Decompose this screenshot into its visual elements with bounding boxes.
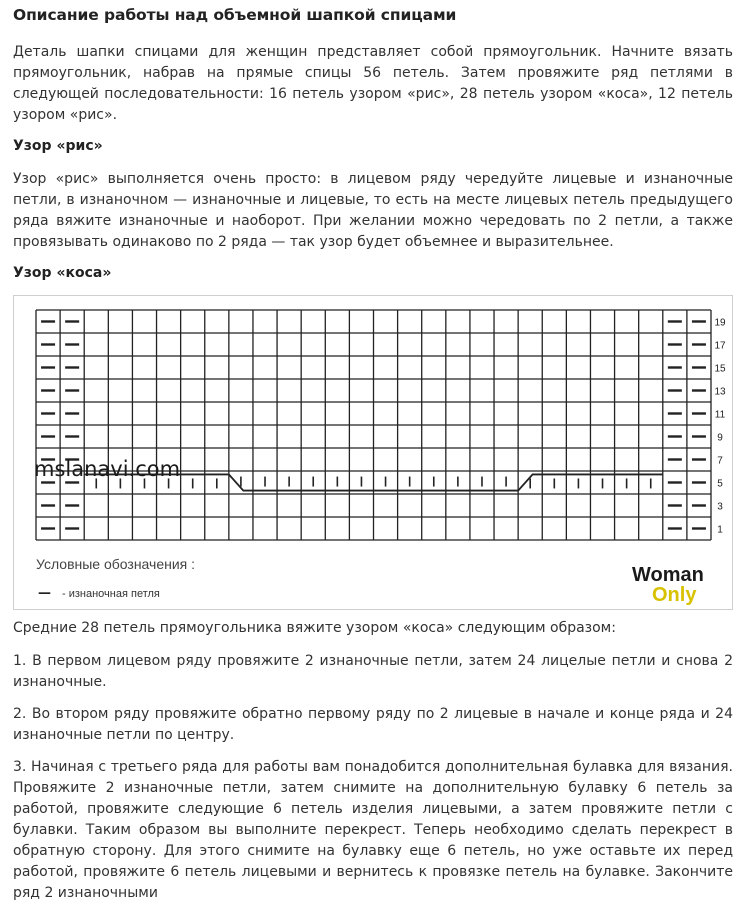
- row-label: 3: [717, 501, 723, 513]
- after-chart-paragraph: Средние 28 петель прямоугольника вяжите узором «коса» следующим образом:: [13, 620, 616, 636]
- intro-paragraph: Деталь шапки спицами для женщин представляет собой прямоугольник. Начните вязать прямоугольник, набрав на прямые спицы 56 петель. Затем провяжите ряд петлями в следующей последовательности: 16 петель узором «рис», 28 петель узором «коса», 12 петель узором «рис».: [13, 44, 733, 123]
- row-label: 9: [717, 432, 723, 444]
- row-label: 13: [714, 386, 726, 398]
- row-label: 17: [714, 340, 726, 352]
- rice-paragraph: Узор «рис» выполняется очень просто: в лицевом ряду чередуйте лицевые и изнаночные петли, в изнаночном — изнаночные и лицевые, то есть на месте лицевых петель предыдущего ряда вяжите изнаночные и наоборот. При желании можно чередовать по 2 петли, а также провязывать одинаково по 2 ряда — так узор будет объемнее и выразительнее.: [13, 171, 733, 250]
- woman-only-logo: [632, 564, 704, 606]
- braid-chart: [14, 296, 732, 609]
- row-label: 5: [717, 478, 723, 490]
- legend-title: Условные обозначения :: [36, 556, 196, 572]
- row-label: 11: [714, 409, 726, 421]
- step-2: 2. Во втором ряду провяжите обратно первому ряду по 2 лицевые в начале и конце ряда и 24 изнаночные петли по центру.: [13, 706, 733, 743]
- logo-top-text: Woman: [632, 564, 704, 586]
- row-label: 19: [714, 317, 726, 329]
- braid-chart-figure: [13, 295, 733, 610]
- watermark: mslanavi.com: [34, 457, 181, 481]
- legend-item: - изнаночная петля: [62, 588, 160, 600]
- row-label: 1: [717, 524, 723, 536]
- step-1: 1. В первом лицевом ряду провяжите 2 изнаночные петли, затем 24 лицелые петли и снова 2 изнаночные.: [13, 653, 733, 690]
- page-title: Описание работы над объемной шапкой спицами: [13, 6, 457, 24]
- legend-symbol: —: [38, 586, 51, 601]
- row-label: 7: [717, 455, 723, 467]
- step-3: 3. Начиная с третьего ряда для работы вам понадобится дополнительная булавка для вязания. Провяжите 2 изнаночные петли, затем снимите на дополнительную булавку 6 петель за работой, провяжите следующие 6 петель изделия лицевыми, а затем провяжите петли с булавки. Таким образом вы выполните перекрест. Теперь необходимо сделать перекрест в обратную сторону. Для этого снимите на булавку еще 6 петель, но уже оставьте их перед работой, провяжите 6 петель лицевыми и вернитесь к провязке петель на булавке. Закончите ряд 2 изнаночными: [13, 759, 733, 901]
- braid-heading: Узор «коса»: [13, 265, 112, 281]
- rice-heading: Узор «рис»: [13, 138, 103, 154]
- row-label: 15: [714, 363, 726, 375]
- row-labels: [714, 318, 726, 536]
- logo-bottom-text: Only: [652, 584, 697, 606]
- chart-grid: [36, 310, 711, 540]
